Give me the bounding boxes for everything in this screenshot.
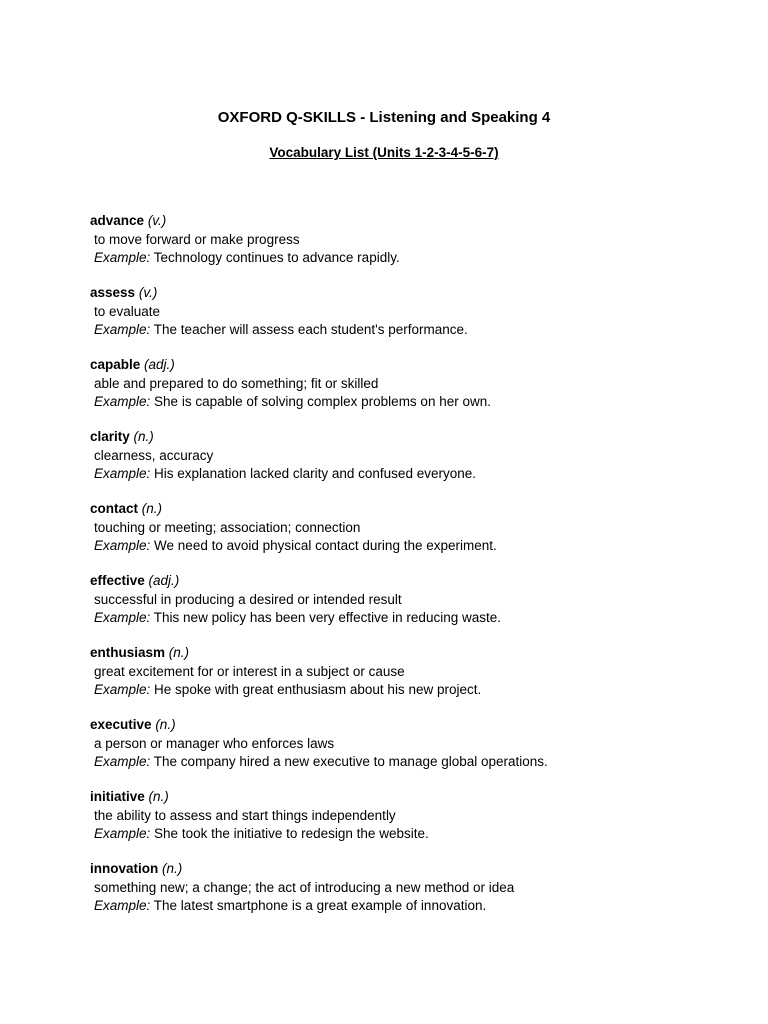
example-label: Example: [94,250,151,266]
entry-word: clarity [90,429,130,444]
example-label: Example: [94,754,151,770]
vocab-entry-innovation [90,860,710,932]
vocab-entry-effective [90,572,710,644]
entry-example [90,825,710,844]
entry-part-of-speech: (n.) [155,717,176,732]
example-text: The latest smartphone is a great example of innovation. [153,898,487,914]
entry-head [90,860,710,879]
vocab-entry-capable [90,356,710,428]
entry-head [90,212,710,231]
entry-head [90,788,710,807]
document-title: OXFORD Q-SKILLS - Listening and Speaking 4 [217,109,551,126]
example-label: Example: [94,826,151,842]
entry-definition: to evaluate [94,303,161,319]
example-label: Example: [94,322,151,338]
example-text: This new policy has been very effective in reducing waste. [153,610,501,626]
example-text: She took the initiative to redesign the website. [154,826,429,842]
example-label: Example: [94,610,151,626]
entry-word: assess [90,285,136,300]
entry-head [90,428,710,447]
entry-part-of-speech: (v.) [147,213,167,228]
entry-word: initiative [90,789,145,804]
entry-head [90,356,710,375]
example-label: Example: [94,466,151,482]
entry-example [90,609,710,628]
entry-example [90,753,710,772]
vocab-entry-advance [90,212,710,284]
entry-part-of-speech: (v.) [138,285,158,300]
entry-head [90,572,710,591]
vocab-entry-initiative [90,788,710,860]
entry-word: enthusiasm [90,645,166,660]
example-label: Example: [94,682,151,698]
entry-definition: clearness, accuracy [94,447,214,463]
vocab-entry-enthusiasm [90,644,710,716]
entry-part-of-speech: (adj.) [144,357,175,372]
entry-part-of-speech: (adj.) [148,573,180,588]
example-text: The company hired a new executive to manage global operations. [153,754,548,770]
entry-part-of-speech: (n.) [148,789,169,804]
vocab-entry-contact [90,500,710,572]
vocab-entry-clarity [90,428,710,500]
entry-head [90,500,710,519]
entry-example [90,393,710,412]
entry-example [90,537,710,556]
entry-example [90,681,710,700]
entry-head [90,716,710,735]
entry-definition: great excitement for or interest in a subject or cause [94,663,405,679]
entry-definition: a person or manager who enforces laws [94,735,335,751]
entry-part-of-speech: (n.) [133,429,154,444]
entry-example [90,465,710,484]
example-text: He spoke with great enthusiasm about his new project. [154,682,482,698]
entry-example [90,321,710,340]
entry-word: capable [90,357,141,372]
entry-word: advance [90,213,145,228]
entry-word: innovation [90,861,159,876]
entry-word: effective [90,573,145,588]
example-text: The teacher will assess each student's performance. [153,322,468,338]
vocab-entry-executive [90,716,710,788]
vocab-entry-assess [90,284,710,356]
vocabulary-list [90,212,710,932]
document-subtitle: Vocabulary List (Units 1-2-3-4-5-6-7) [269,145,499,160]
example-text: She is capable of solving complex problems on her own. [154,394,491,410]
entry-part-of-speech: (n.) [162,861,183,876]
entry-head [90,644,710,663]
example-text: His explanation lacked clarity and confused everyone. [154,466,476,482]
entry-example [90,249,710,268]
example-text: Technology continues to advance rapidly. [153,250,400,266]
entry-definition: touching or meeting; association; connection [94,519,361,535]
entry-definition: able and prepared to do something; fit or skilled [94,375,379,391]
entry-word: executive [90,717,152,732]
entry-example [90,897,710,916]
example-text: We need to avoid physical contact during the experiment. [154,538,497,554]
entry-definition: something new; a change; the act of introducing a new method or idea [94,879,515,895]
entry-part-of-speech: (n.) [168,645,190,660]
entry-part-of-speech: (n.) [141,501,163,516]
example-label: Example: [94,394,151,410]
entry-word: contact [90,501,139,516]
example-label: Example: [94,538,151,554]
entry-head [90,284,710,303]
entry-definition: successful in producing a desired or intended result [94,591,402,607]
example-label: Example: [94,898,151,914]
entry-definition: to move forward or make progress [94,231,300,247]
entry-definition: the ability to assess and start things independently [94,807,396,823]
